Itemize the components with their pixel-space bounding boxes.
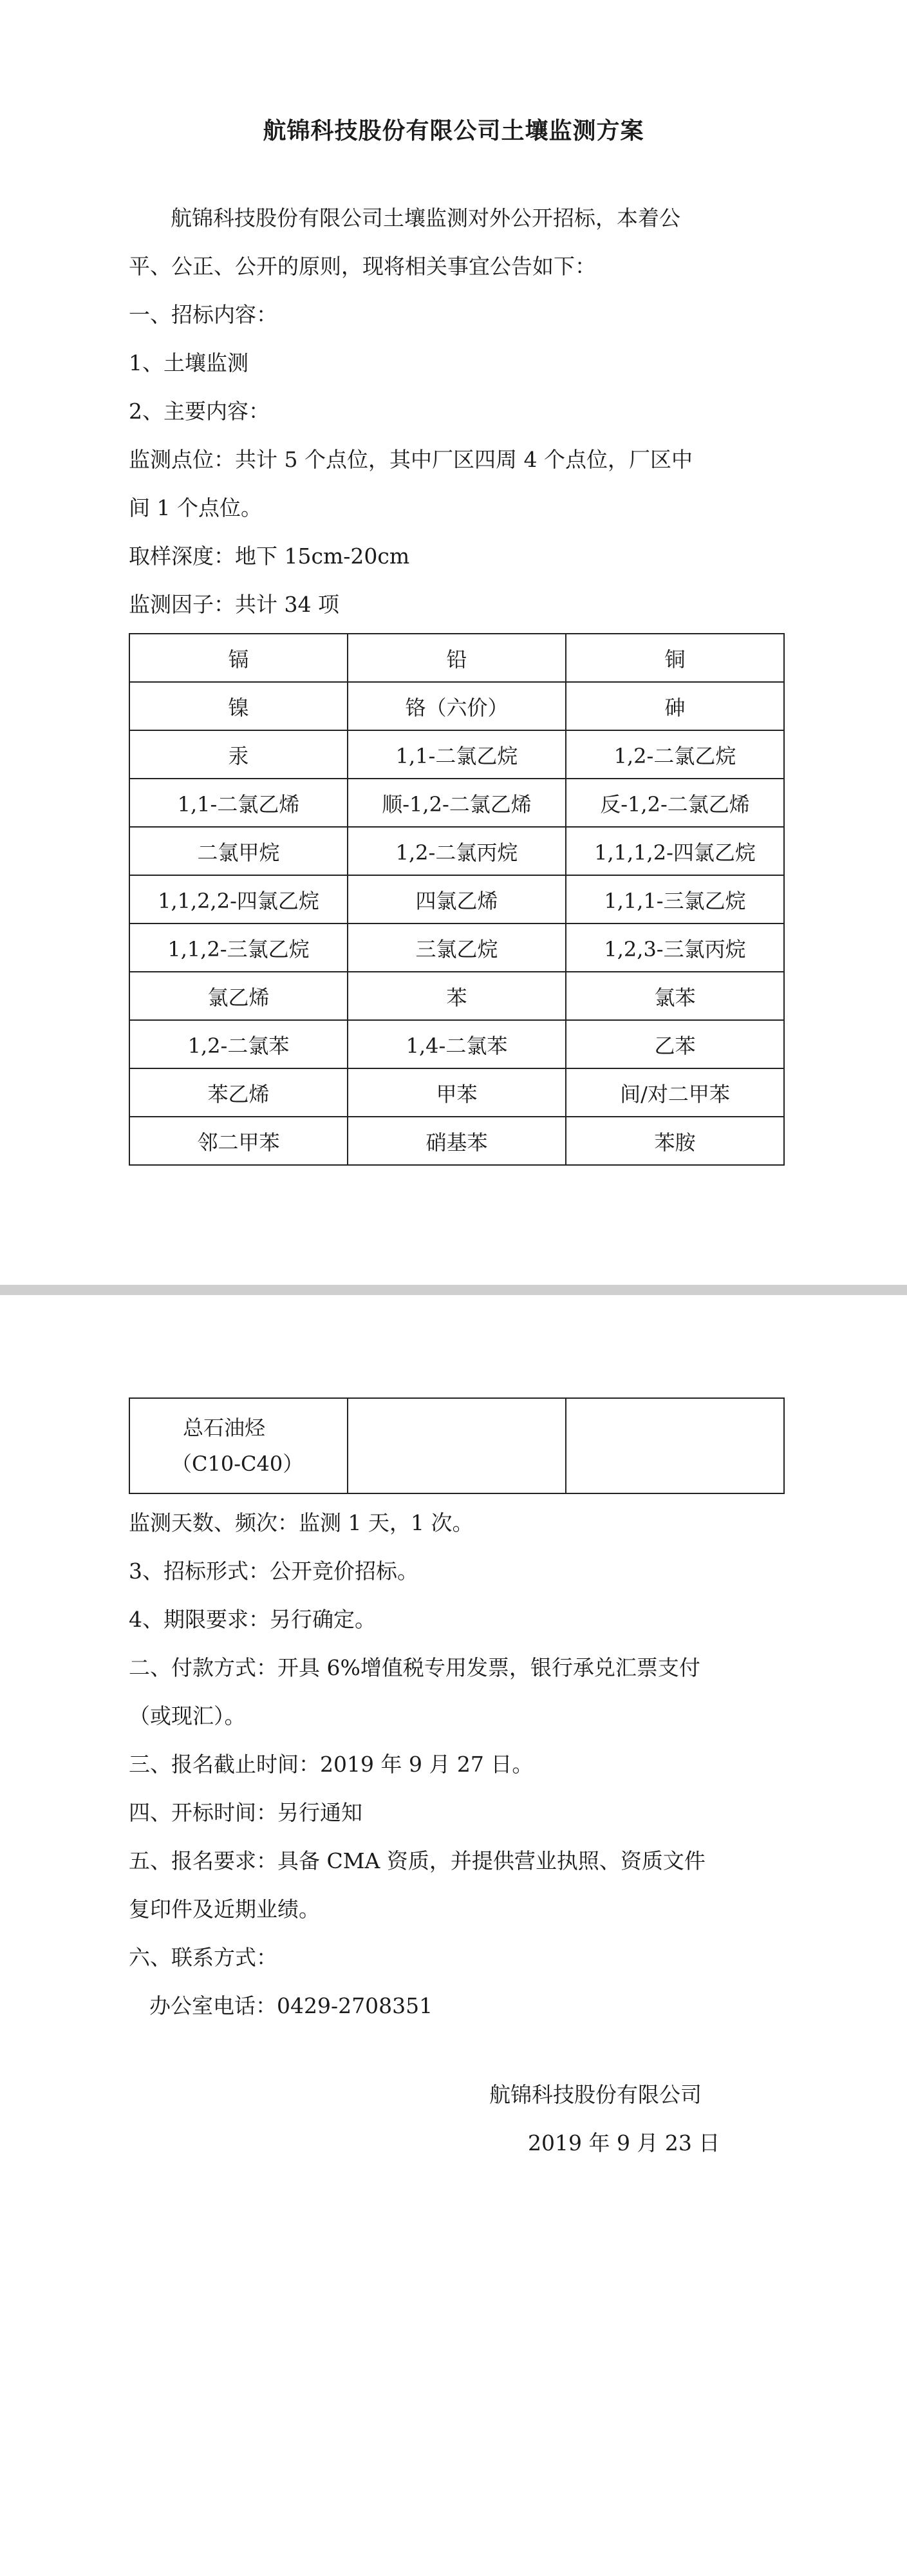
monitoring-points-line-2: 间 1 个点位。 xyxy=(129,495,262,520)
table-row xyxy=(129,875,784,923)
bid-form: 3、招标形式：公开竞价招标。 xyxy=(129,1558,418,1584)
registration-requirement-line-1: 五、报名要求：具备 CMA 资质，并提供营业执照、资质文件 xyxy=(129,1848,706,1873)
table-cell: 铅 xyxy=(348,634,566,682)
table-cell: 二氯甲烷 xyxy=(129,827,348,875)
registration-requirement-line-2: 复印件及近期业绩。 xyxy=(129,1897,320,1922)
table-cell: 氯乙烯 xyxy=(129,972,348,1020)
document-title: 航锦科技股份有限公司土壤监测方案 xyxy=(263,118,644,144)
table-cell: 氯苯 xyxy=(566,972,784,1020)
contact-heading: 六、联系方式： xyxy=(129,1945,277,1970)
table-cell xyxy=(129,1398,348,1493)
monitoring-points-line-1: 监测点位：共计 5 个点位，其中厂区四周 4 个点位，厂区中 xyxy=(129,447,693,472)
table-cell xyxy=(348,1398,566,1493)
deadline-requirement: 4、期限要求：另行确定。 xyxy=(129,1607,376,1632)
table-row xyxy=(129,1117,784,1165)
item-main-content: 2、主要内容： xyxy=(129,399,270,424)
table-cell: 间/对二甲苯 xyxy=(566,1068,784,1117)
table-cell: 镍 xyxy=(129,682,348,730)
table-row xyxy=(129,923,784,972)
table-cell: 1,2-二氯乙烷 xyxy=(566,730,784,779)
table-cell: 铬（六价） xyxy=(348,682,566,730)
table-cell: 1,4-二氯苯 xyxy=(348,1020,566,1068)
table-cell: 苯胺 xyxy=(566,1117,784,1165)
table-cell: 邻二甲苯 xyxy=(129,1117,348,1165)
table-cell: 乙苯 xyxy=(566,1020,784,1068)
table-cell: 苯 xyxy=(348,972,566,1020)
table-cell: 1,1,1,2-四氯乙烷 xyxy=(566,827,784,875)
table-cell: 镉 xyxy=(129,634,348,682)
table-row xyxy=(129,972,784,1020)
monitoring-factors-table xyxy=(129,633,785,1166)
page-separator xyxy=(0,1285,907,1295)
table-cell: 四氯乙烯 xyxy=(348,875,566,923)
table-cell: 1,2,3-三氯丙烷 xyxy=(566,923,784,972)
table-cell: 1,1,2-三氯乙烷 xyxy=(129,923,348,972)
signature-date: 2019 年 9 月 23 日 xyxy=(528,2130,720,2155)
section-1-heading: 一、招标内容： xyxy=(129,302,277,327)
table-cell: 砷 xyxy=(566,682,784,730)
table-row xyxy=(129,682,784,730)
table-cell: 1,1-二氯乙烷 xyxy=(348,730,566,779)
monitoring-factors-table-continued xyxy=(129,1397,785,1494)
table-cell: 甲苯 xyxy=(348,1068,566,1117)
monitoring-factors-count: 监测因子：共计 34 项 xyxy=(129,592,339,617)
signature-company: 航锦科技股份有限公司 xyxy=(489,2082,702,2107)
table-cell: 1,1-二氯乙烯 xyxy=(129,779,348,827)
table-row xyxy=(129,730,784,779)
table-cell: 汞 xyxy=(129,730,348,779)
table-row xyxy=(129,1020,784,1068)
registration-deadline: 三、报名截止时间：2019 年 9 月 27 日。 xyxy=(129,1752,534,1777)
table-cell: 反-1,2-二氯乙烯 xyxy=(566,779,784,827)
table-cell: 硝基苯 xyxy=(348,1117,566,1165)
table-cell: 苯乙烯 xyxy=(129,1068,348,1117)
table-row xyxy=(129,827,784,875)
payment-method-line-2: （或现汇）。 xyxy=(129,1703,246,1728)
payment-method-line-1: 二、付款方式：开具 6%增值税专用发票，银行承兑汇票支付 xyxy=(129,1655,700,1680)
table-cell: 1,2-二氯苯 xyxy=(129,1020,348,1068)
table-cell: 三氯乙烷 xyxy=(348,923,566,972)
bid-opening-time: 四、开标时间：另行通知 xyxy=(129,1800,362,1825)
carbon-range: （C10-C40） xyxy=(171,1452,304,1476)
table-row xyxy=(129,634,784,682)
table-cell: 铜 xyxy=(566,634,784,682)
table-row xyxy=(129,1398,784,1493)
table-cell: 1,2-二氯丙烷 xyxy=(348,827,566,875)
sampling-depth: 取样深度：地下 15cm-20cm xyxy=(129,544,410,569)
office-phone: 办公室电话：0429-2708351 xyxy=(149,1993,433,2018)
table-cell: 顺-1,2-二氯乙烯 xyxy=(348,779,566,827)
intro-line-1: 航锦科技股份有限公司土壤监测对外公开招标，本着公 xyxy=(171,205,680,231)
table-row xyxy=(129,779,784,827)
intro-line-2: 平、公正、公开的原则，现将相关事宜公告如下： xyxy=(129,254,596,279)
total-petroleum-hydrocarbons: 总石油烃 xyxy=(183,1416,266,1440)
table-cell xyxy=(566,1398,784,1493)
table-row xyxy=(129,1068,784,1117)
table-cell: 1,1,2,2-四氯乙烷 xyxy=(129,875,348,923)
item-soil-monitoring: 1、土壤监测 xyxy=(129,350,248,375)
monitoring-frequency: 监测天数、频次：监测 1 天，1 次。 xyxy=(129,1510,474,1535)
table-cell: 1,1,1-三氯乙烷 xyxy=(566,875,784,923)
